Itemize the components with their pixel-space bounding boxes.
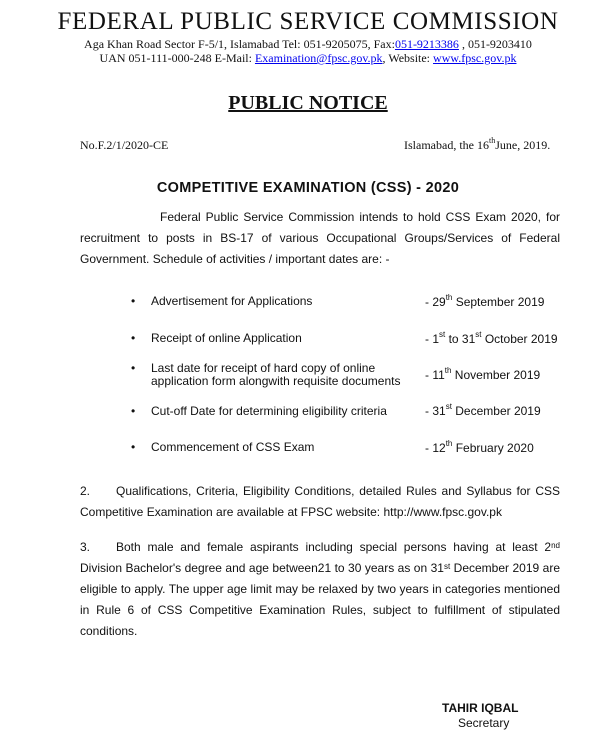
paragraph-text: December 2019 are eligible to apply. The upper age limit may be relaxed by two years in categories mentioned in Rule 6 of CSS Competitive Examination Rules, subject to fulfillment of stipulated conditions. xyxy=(80,561,560,638)
paragraph-number: 2. xyxy=(80,484,91,498)
paragraph-sup: nd xyxy=(551,541,560,550)
date-sup: th xyxy=(444,366,452,375)
date-sup: st xyxy=(439,330,446,339)
date-sup: st xyxy=(445,402,452,411)
address-line-1 xyxy=(0,37,616,51)
bullet-icon: • xyxy=(131,294,136,308)
bullet-icon: • xyxy=(131,440,136,454)
paragraph-2 xyxy=(80,481,560,523)
schedule-activity: Last date for receipt of hard copy of online xyxy=(151,361,376,375)
date-text: - 11 xyxy=(425,368,445,382)
schedule-activity: Cut-off Date for determining eligibility criteria xyxy=(151,404,387,418)
date-text: - 29 xyxy=(425,295,446,309)
website-label: , Website: xyxy=(382,51,434,65)
date-text: December 2019 xyxy=(451,404,541,418)
schedule-activity: Commencement of CSS Exam xyxy=(151,440,315,454)
date-text: - 12 xyxy=(425,441,446,455)
schedule-date xyxy=(425,441,534,455)
bullet-icon: • xyxy=(131,331,136,345)
paragraph-text: Both male and female aspirants including special persons having at least 2 xyxy=(116,540,552,554)
date-sup: st xyxy=(475,330,482,339)
paragraph-text: Qualifications, Criteria, Eligibility Conditions, detailed Rules and Syllabus for CSS Competitive Examination are available at FPSC website: http://www.fpsc.gov.pk xyxy=(80,484,560,519)
date-sup: th xyxy=(445,439,453,448)
schedule-date xyxy=(425,368,540,382)
date-text: October 2019 xyxy=(481,332,558,346)
bullet-icon: • xyxy=(131,404,136,418)
public-notice-title: PUBLIC NOTICE xyxy=(228,92,388,114)
date-text: - 1 xyxy=(425,332,440,346)
schedule-activity-cont: application form alongwith requisite documents xyxy=(151,374,401,388)
website-link[interactable]: www.fpsc.gov.pk xyxy=(433,51,517,65)
signatory-designation: Secretary xyxy=(458,716,510,730)
intro-paragraph: Federal Public Service Commission intends to hold CSS Exam 2020, for recruitment to posts in BS-17 of various Occupational Groups/Services of Federal Government. Schedule of activities / important dates are: - xyxy=(80,210,560,266)
schedule-activity: Receipt of online Application xyxy=(151,331,302,345)
date-text: - 31 xyxy=(425,404,446,418)
date-prefix: Islamabad, the 16 xyxy=(404,138,489,152)
signatory-name: TAHIR IQBAL xyxy=(442,701,519,715)
date-suffix: June, 2019. xyxy=(495,138,551,152)
date-text: February 2020 xyxy=(452,441,534,455)
schedule-activity: Advertisement for Applications xyxy=(151,294,313,308)
date-text: November 2019 xyxy=(451,368,541,382)
schedule-date xyxy=(425,295,544,309)
date-text: to 31 xyxy=(445,332,476,346)
schedule-date xyxy=(425,332,558,346)
date-sup: th xyxy=(488,136,496,145)
date-sup: th xyxy=(445,293,453,302)
address-text: Aga Khan Road Sector F-5/1, Islamabad Tel: 051-9205075, Fax: xyxy=(84,37,395,51)
paragraph-3 xyxy=(80,537,560,642)
notice-date xyxy=(404,138,550,153)
reference-number: No.F.2/1/2020-CE xyxy=(80,138,169,152)
schedule-date xyxy=(425,404,541,418)
phone-text: , 051-9203410 xyxy=(458,37,532,51)
exam-heading: COMPETITIVE EXAMINATION (CSS) - 2020 xyxy=(156,180,460,196)
org-name: FEDERAL PUBLIC SERVICE COMMISSION xyxy=(57,8,559,35)
uan-text: UAN 051-111-000-248 E-Mail: xyxy=(99,51,255,65)
address-line-2 xyxy=(0,51,616,65)
paragraph-number: 3. xyxy=(80,540,91,554)
date-text: September 2019 xyxy=(452,295,545,309)
fax-number-link[interactable]: 051-9213386 xyxy=(394,37,459,51)
paragraph-sup: st xyxy=(443,562,451,571)
email-link[interactable]: Examination@fpsc.gov.pk xyxy=(254,51,383,65)
paragraph-text: Division Bachelor's degree and age between21 to 30 years as on 31 xyxy=(80,561,444,575)
bullet-icon: • xyxy=(131,361,136,375)
